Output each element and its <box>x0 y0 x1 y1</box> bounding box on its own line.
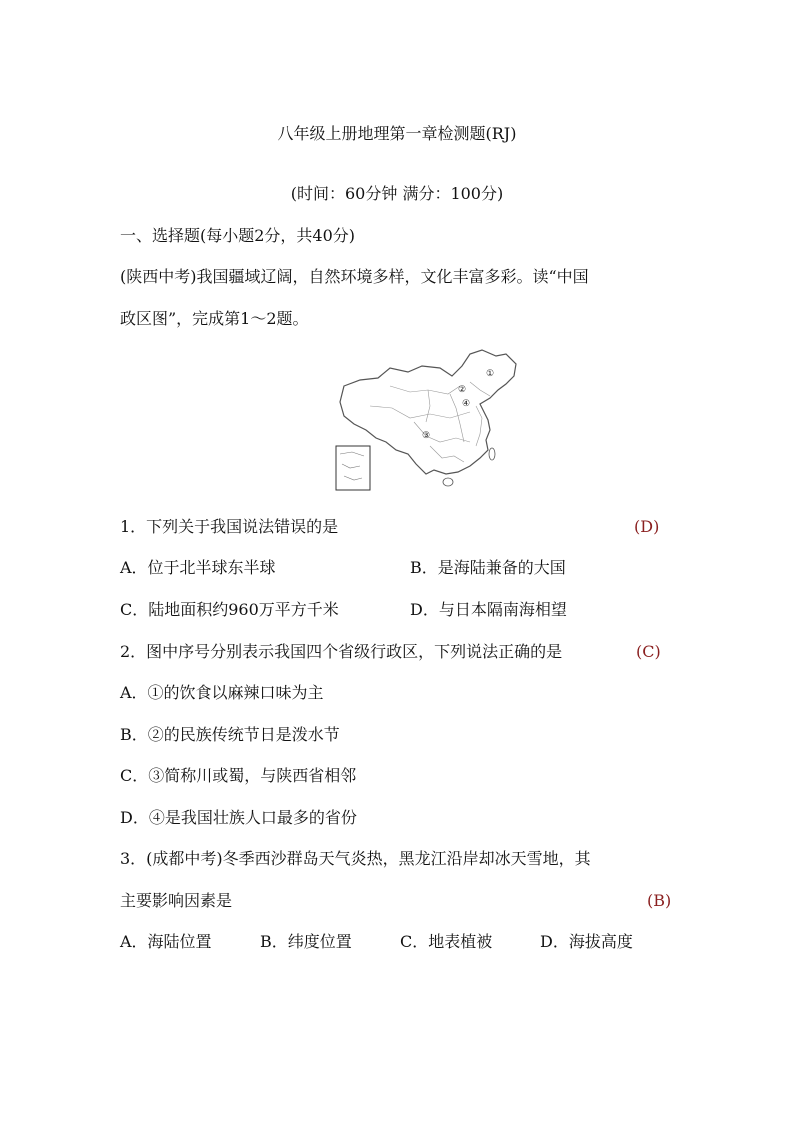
q3-option-c: C．地表植被 <box>400 932 493 951</box>
exam-meta: (时间：60分钟 满分：100分) <box>290 184 504 203</box>
q2-option-b: B．②的民族传统节日是泼水节 <box>120 725 340 744</box>
intro-line-2: 政区图”，完成第1～2题。 <box>120 309 309 328</box>
china-political-map <box>330 346 530 496</box>
intro-line-1: (陕西中考)我国疆域辽阔，自然环境多样，文化丰富多彩。读“中国 <box>120 267 589 286</box>
taiwan-island <box>489 448 495 460</box>
q2-stem: 2．图中序号分别表示我国四个省级行政区，下列说法正确的是 <box>120 642 563 661</box>
q3-option-d: D．海拔高度 <box>540 932 633 951</box>
map-marker-1: ① <box>485 369 495 379</box>
map-marker-2: ② <box>457 385 467 395</box>
q3-option-a: A．海陆位置 <box>120 932 212 951</box>
q2-option-c: C．③简称川或蜀，与陕西省相邻 <box>120 766 357 785</box>
q1-option-b: B．是海陆兼备的大国 <box>410 558 566 577</box>
q3-stem-line-2: 主要影响因素是 <box>120 891 233 910</box>
q1-stem: 1．下列关于我国说法错误的是 <box>120 517 339 536</box>
q2-answer: (C) <box>636 642 661 661</box>
map-marker-3: ③ <box>421 431 431 441</box>
q3-answer: (B) <box>647 891 672 910</box>
map-marker-4: ④ <box>461 399 471 409</box>
section-heading: 一、选择题(每小题2分，共40分) <box>120 226 356 245</box>
q3-option-b: B．纬度位置 <box>260 932 352 951</box>
q3-stem-line-1: 3．(成都中考)冬季西沙群岛天气炎热，黑龙江沿岸却冰天雪地，其 <box>120 849 591 868</box>
q2-option-d: D．④是我国壮族人口最多的省份 <box>120 808 357 827</box>
q1-option-a: A．位于北半球东半球 <box>120 558 276 577</box>
q1-answer: (D) <box>634 517 660 536</box>
hainan-island <box>443 478 453 486</box>
page-title: 八年级上册地理第一章检测题(RJ) <box>277 124 517 143</box>
q2-option-a: A．①的饮食以麻辣口味为主 <box>120 683 324 702</box>
q1-option-c: C．陆地面积约960万平方千米 <box>120 600 339 619</box>
q1-option-d: D．与日本隔南海相望 <box>410 600 567 619</box>
